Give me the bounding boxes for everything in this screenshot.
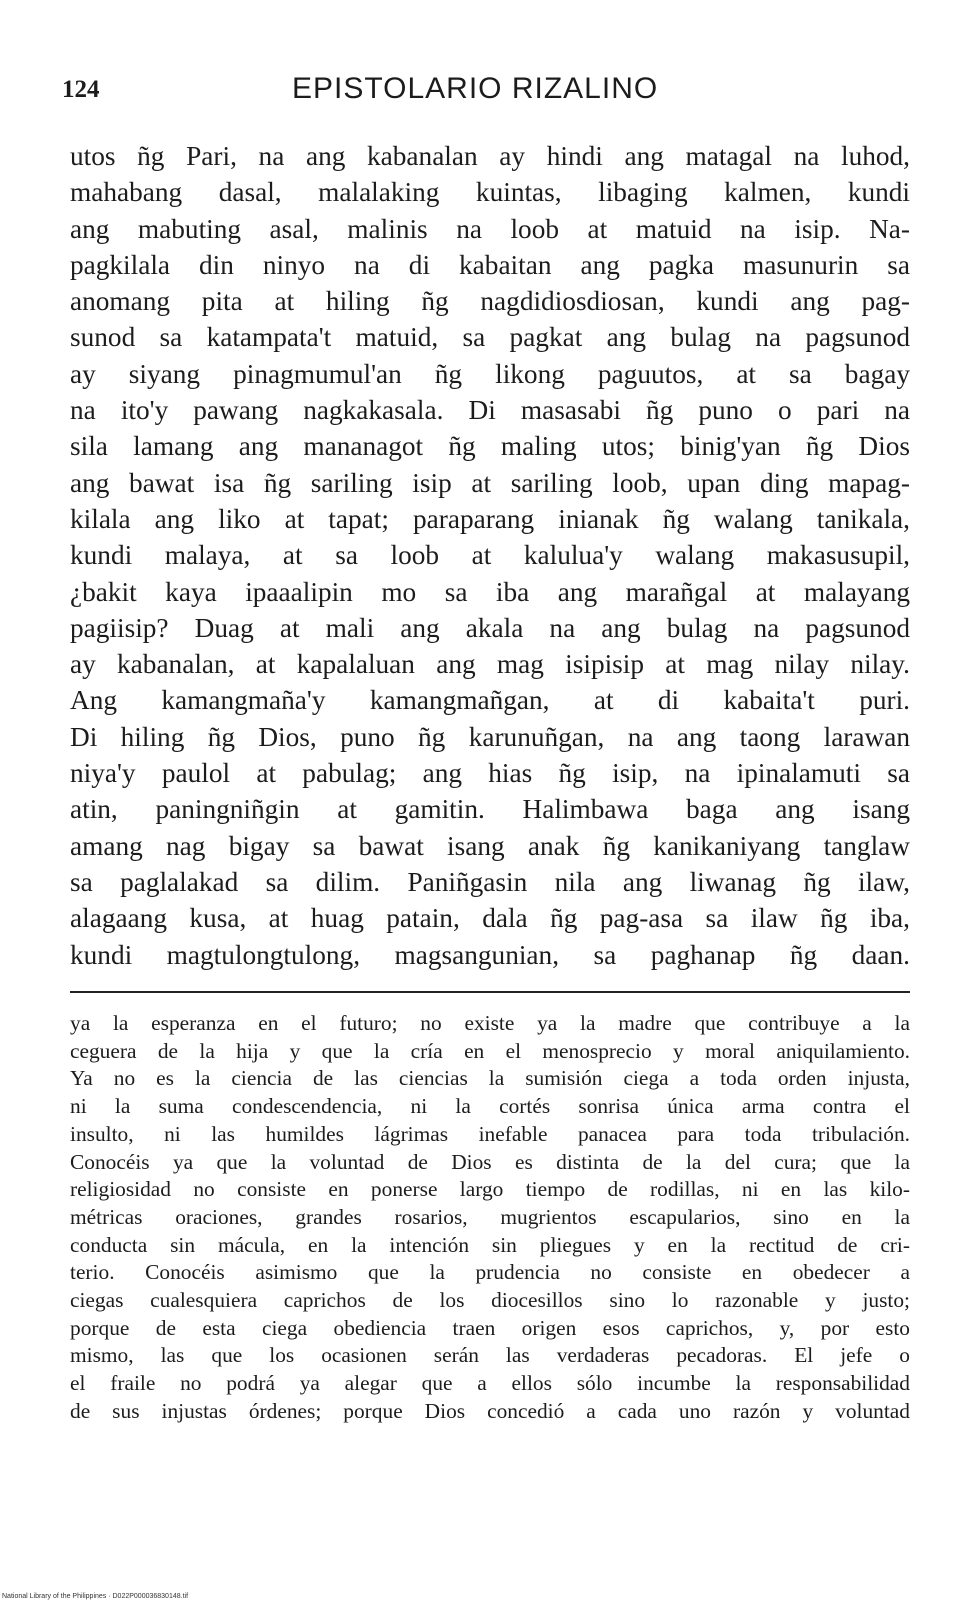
page-number: 124 xyxy=(62,76,100,103)
section-divider xyxy=(70,991,910,993)
text-line: Conocéis ya que la voluntad de Dios es distinta de la del cura; que la xyxy=(70,1149,910,1174)
text-line: Ang kamangmaña'y kamangmañgan, at di kabaita't puri. xyxy=(70,685,910,716)
text-line: Di hiling ñg Dios, puno ñg karunuñgan, na ang taong larawan xyxy=(70,721,910,752)
text-line: kilala ang liko at tapat; paraparang inianak ñg walang tanikala, xyxy=(70,503,910,534)
text-line: atin, paningniñgin at gamitin. Halimbawa baga ang isang xyxy=(70,794,910,825)
text-line: sunod sa katampata't matuid, sa pagkat ang bulag na pagsunod xyxy=(70,322,910,353)
tagalog-paragraph xyxy=(70,138,910,973)
text-line: mismo, las que los ocasionen serán las verdaderas pecadoras. El jefe o xyxy=(70,1343,910,1368)
text-line: na ito'y pawang nagkakasala. Di masasabi ñg puno o pari na xyxy=(70,395,910,426)
text-line: conducta sin mácula, en la intención sin pliegues y en la rectitud de cri- xyxy=(70,1232,910,1257)
text-line: mahabang dasal, malalaking kuintas, libaging kalmen, kundi xyxy=(70,177,910,208)
text-line: terio. Conocéis asimismo que la prudencia no consiste en obedecer a xyxy=(70,1260,910,1285)
text-line: Ya no es la ciencia de las ciencias la sumisión ciega a toda orden injusta, xyxy=(70,1066,910,1091)
text-line: ¿bakit kaya ipaaalipin mo sa iba ang marañgal at malayang xyxy=(70,576,910,607)
text-line: religiosidad no consiste en ponerse largo tiempo de rodillas, ni en las kilo- xyxy=(70,1177,910,1202)
text-line: porque de esta ciega obediencia traen origen esos caprichos, y, por esto xyxy=(70,1315,910,1340)
text-line: kundi magtulongtulong, magsangunian, sa paghanap ñg daan. xyxy=(70,939,910,970)
text-line: ay kabanalan, at kapalaluan ang mag isipisip at mag nilay nilay. xyxy=(70,649,910,680)
text-line: ni la suma condescendencia, ni la cortés sonrisa única arma contra el xyxy=(70,1094,910,1119)
text-line: sila lamang ang mananagot ñg maling utos; binig'yan ñg Dios xyxy=(70,431,910,462)
scan-credit: National Library of the Philippines · D022P000036830148.tif xyxy=(2,1593,189,1600)
text-line: ya la esperanza en el futuro; no existe ya la madre que contribuye a la xyxy=(70,1011,910,1035)
text-line: ang bawat isa ñg sariling isip at sariling loob, upan ding mapag- xyxy=(70,467,910,498)
text-line: pagkilala din ninyo na di kabaitan ang pagka masunurin sa xyxy=(70,249,910,280)
text-line: niya'y paulol at pabulag; ang hias ñg isip, na ipinalamuti sa xyxy=(70,758,910,789)
running-head-title: EPISTOLARIO RIZALINO xyxy=(292,72,659,105)
text-line: ceguera de la hija y que la cría en el menosprecio y moral aniquilamiento. xyxy=(70,1038,910,1063)
text-line: kundi malaya, at sa loob at kalulua'y walang makasusupil, xyxy=(70,540,910,571)
text-line: ang mabuting asal, malinis na loob at matuid na isip. Na- xyxy=(70,213,910,244)
text-line: ay siyang pinagmumul'an ñg likong paguutos, at sa bagay xyxy=(70,358,910,389)
text-line: sa paglalakad sa dilim. Paniñgasin nila ang liwanag ñg ilaw, xyxy=(70,866,910,897)
text-line: insulto, ni las humildes lágrimas inefable panacea para toda tribulación. xyxy=(70,1121,910,1146)
text-line: de sus injustas órdenes; porque Dios concedió a cada uno razón y voluntad xyxy=(70,1398,910,1423)
text-line: pagiisip? Duag at mali ang akala na ang bulag na pagsunod xyxy=(70,612,910,643)
text-line: amang nag bigay sa bawat isang anak ñg kanikaniyang tanglaw xyxy=(70,830,910,861)
text-line: ciegas cualesquiera caprichos de los diocesillos sino lo razonable y justo; xyxy=(70,1288,910,1313)
text-line: anomang pita at hiling ñg nagdidiosdiosan, kundi ang pag- xyxy=(70,286,910,317)
spanish-paragraph xyxy=(70,1010,910,1426)
text-line: métricas oraciones, grandes rosarios, mugrientos escapularios, sino en la xyxy=(70,1204,910,1229)
text-line: el fraile no podrá ya alegar que a ellos sólo incumbe la responsabilidad xyxy=(70,1371,910,1396)
text-line: alagaang kusa, at huag patain, dala ñg pag-asa sa ilaw ñg iba, xyxy=(70,903,910,934)
text-line: utos ñg Pari, na ang kabanalan ay hindi ang matagal na luhod, xyxy=(70,141,910,171)
